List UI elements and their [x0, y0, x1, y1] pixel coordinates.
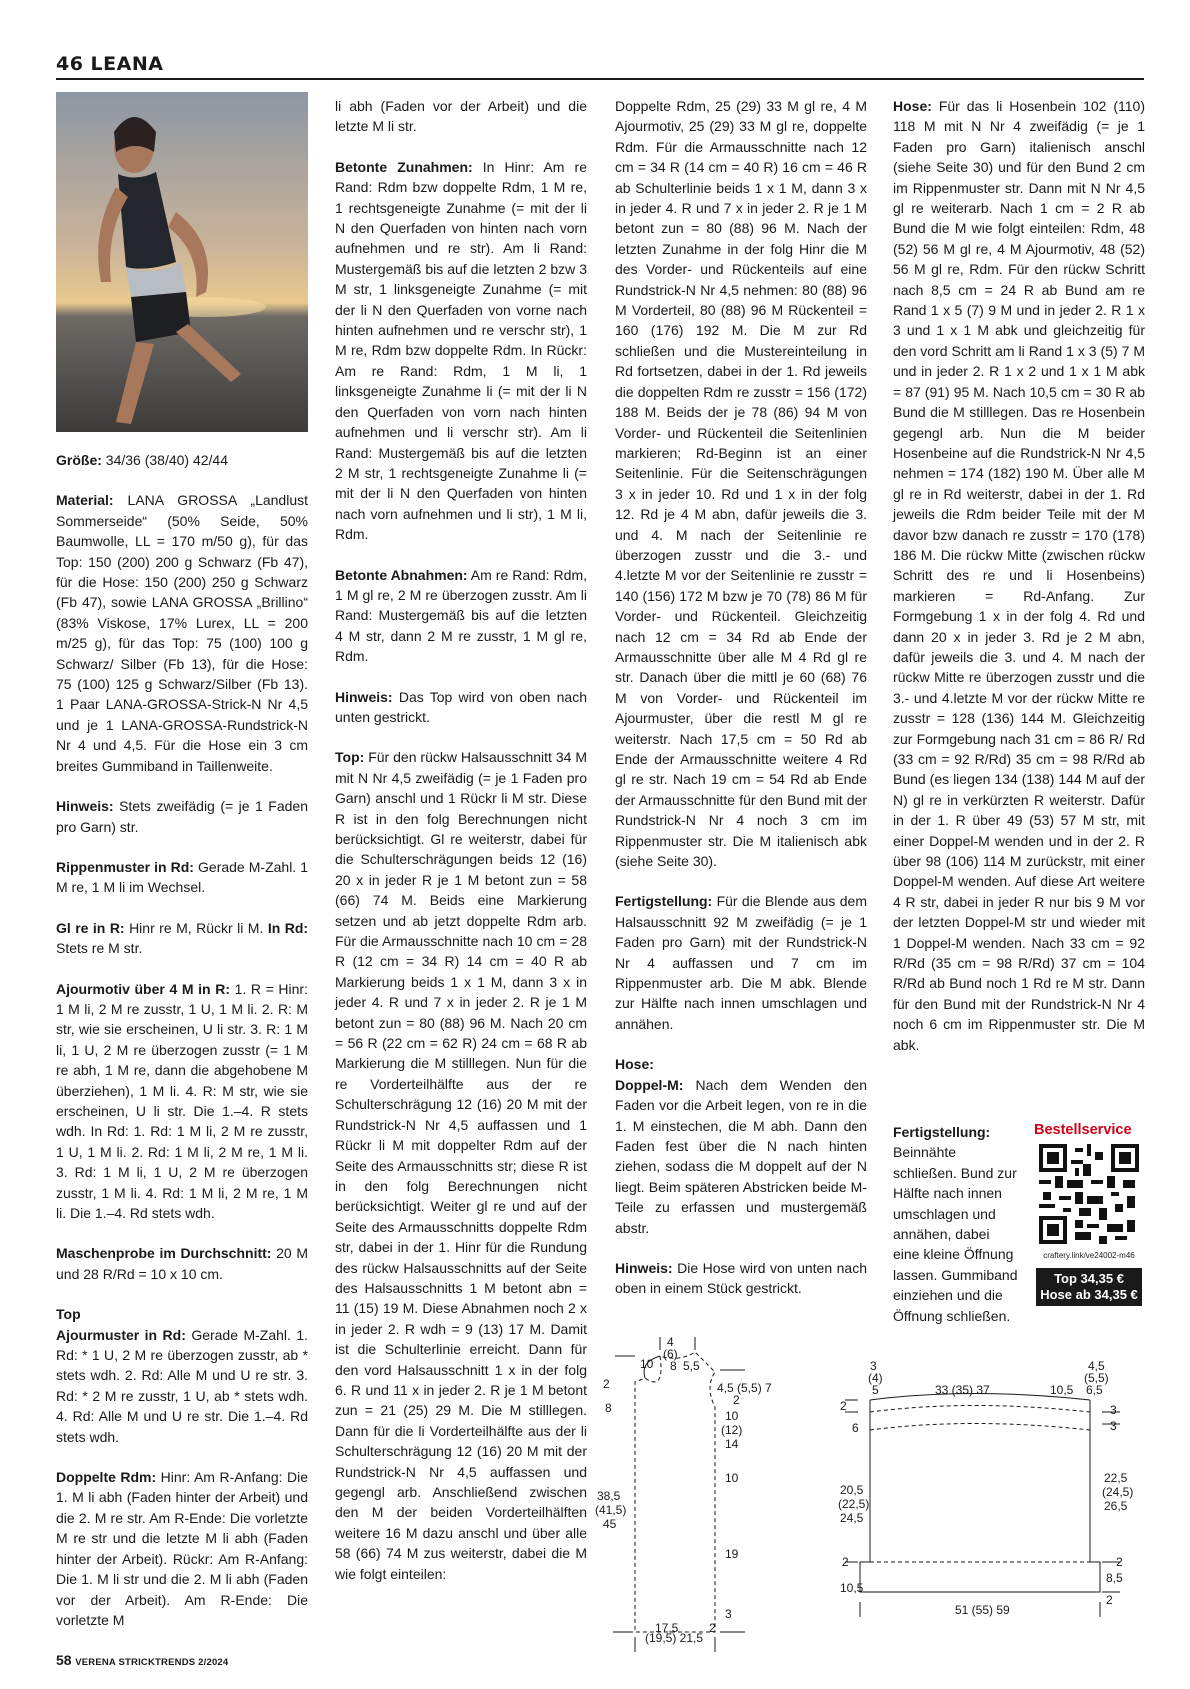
- dim-label: 2: [709, 1621, 716, 1635]
- dim-label: 6: [852, 1421, 859, 1435]
- dim-label: 10: [640, 1357, 654, 1371]
- dim-label: 10: [725, 1471, 739, 1485]
- column-3: [615, 96, 867, 1319]
- dim-label: 4,5: [1088, 1359, 1105, 1373]
- dim-label: 8,5: [1106, 1571, 1123, 1585]
- betonte-zunahmen: Betonte Zunahmen: In Hinr: Am re Rand: Rdm bzw doppelte Rdm, 1 M re, 1 rechtsgeneigte Zunahme (= mit der li N den Querfaden von hinten nach vorn aufnehmen und re str). Am li Rand: Mustergemäß bis auf die letzten 2 bzw 3 M str, 1 linksgeneigte Zunahme (= mit der li N den Querfaden von vorne nach hinten aufnehmen und re verschr str), 1 M re, Rdm bzw doppelte Rdm. In Rückr: Am re Rand: Rdm, 1 M li, 1 linksgeneigte Zunahme li (= mit der li N den Querfaden von vorn nach hinten aufnehmen und li verschr str). Am li Rand: Mustergemäß bis auf die letzten 2 M str, 1 rechtsgeneigte Zunahme li (= mit der li N den Querfaden von hinten nach vorn aufnehmen und li str), 1 M li, Rdm.: [335, 158, 587, 543]
- dim-label: 38,5: [597, 1489, 621, 1503]
- dim-label: 10,5: [840, 1581, 864, 1595]
- qr-code-icon[interactable]: [1039, 1144, 1139, 1244]
- top-instructions: Top: Für den rückw Halsausschnitt 34 M mit N Nr 4,5 zweifädig (= je 1 Faden pro Garn) anschl und 1 Rückr li M str. Diese R ist in den folg Berechnungen nicht berücksichtigt. Gl re weiterstr, dabei für die Schulterschrägungen beids 12 (16) 20 x in jeder R je 1 M betont zun = 58 (66) 74 M. Beids eine Markierung setzen und ab jetzt doppelte Rdm arb. Für die Armausschnitte nach 10 cm = 28 R (12 cm = 34 R) 14 cm = 40 R ab Markierung beids 1 x 1 M, dann 3 x in jeder 4. R und 7 x in jeder 2. R je 1 M betont zun = 80 (88) 96 M. Nach 20 cm = 56 R (22 cm = 62 R) 24 cm = 68 R ab Markierung die M stilllegen. Nun für die re Vorderteilhälfte aus der re Schulterschrägung 12 (16) 20 M mit der Rundstrick-N Nr 4,5 auffassen und 1 Rückr li M mit doppelter Rdm auf der Seite des Armausschnitts str; diese R ist in den folg Berechnungen nicht berücksichtigt. Weiter gl re und auf der Seite des Armausschnitts doppelte Rdm str, dabei in der 1. Hinr für die Rundung des rückw Halsausschnitts auf der Seite des Halsausschnitts 1 M betont abn = 11 (15) 19 M. Diese Abnahmen noch 2 x in jeder 2. R wdh = 9 (13) 17 M. Damit ist die Schulterlinie erreicht. Dann für den vord Halsausschnitt 1 x in der folg 6. R und 11 x in jeder 2. R je 1 M betont zun = 21 (25) 29 M. Die M stilllegen. Dann für die li Vorderteilhälfte aus der li Schulterschrägung 12 (16) 20 M mit der Rundstrick-N Nr 4,5 auffassen und gegengl arb. Anschließend zwischen den M der beiden Vorderteilhälften weitere 16 M dazu anschl und über alle 58 (66) 74 M zus weiterstr, dabei die M wie folgt einteilen:: [335, 749, 587, 1582]
- bestellservice-title: Bestellservice: [1034, 1122, 1132, 1138]
- dim-label: (6): [663, 1347, 678, 1361]
- hose-instructions: Hose: Für das li Hosenbein 102 (110) 118 M mit N Nr 4 zweifädig (= je 1 Faden pro Garn) italienisch anschl (siehe Seite 30) und für den Bund 2 cm im Rippenmuster str. Dann mit N Nr 4,5 gl re weiterarb. Nach 1 cm = 2 R ab Bund die M wie folgt einteilen: Rdm, 48 (52) 56 M gl re, 4 M Ajourmotiv, 48 (52) 56 M gl re, Rdm. Für den rückw Schritt nach 8,5 cm = 24 R ab Bund am re Rand 1 x 5 (7) 9 M und in jeder 2. R 1 x 3 und 1 x 1 M abk und gleichzeitig für den vord Schritt am li Rand 1 x 3 (5) 7 M und in jeder 2. R 1 x 2 und 1 x 1 M abk = 87 (91) 95 M. Nach 10,5 cm = 30 R ab Bund die M stilllegen. Das re Hosenbein gegengl arb. Nun die M beider Hosenbeine auf die Rundstrick-N Nr 4,5 nehmen = 174 (182) 190 M. Über alle M gl re in Rd weiterstr, dabei in der 1. Rd jeweils die Rdm beider Teile mit der M davor bzw danach re zusstr = 170 (178) 186 M. Die rückw Mitte (zwischen rückw Schritt des re und li Hosenbeins) markieren = Rd-Anfang. Zur Formgebung 1 x in der folg 4. Rd und dann 20 x in jeder 3. Rd je 2 M abn, dafür jeweils die 3. und 4. M nach der rückw Mitte re überzogen zusstr und die 3.- und 4.letzte M vor der rückw Mitte re zusstr = 128 (136) 144 M. Gleichzeitig zur Formgebung nach 31 cm = 86 R/ Rd (33 cm = 92 R/Rd) 35 cm = 98 R/Rd ab Bund (es liegen 134 (138) 144 M auf der N) gl re in verkürzten R weiterstr. Dafür in der 1. R über 49 (53) 57 M str, mit einer Doppel-M wenden und in der 2. R über 98 (106) 114 M zurückstr, mit einer Doppel-M wenden. Auf diese Art weitere 4 R str, dabei in jeder R nur bis 9 M vor der letzten Doppel-M str und wieder mit 1 Doppel-M wenden. Nach 33 cm = 92 R/Rd (35 cm = 98 R/Rd) 37 cm = 104 R/Rd ab Bund noch 1 Rd re M str. Dann für den Bund mit der Rundstrick-N Nr 4 noch 6 cm im Rippenmuster str. Die M abk.: [893, 98, 1146, 1053]
- dim-label: (5,5): [1084, 1371, 1109, 1385]
- dim-label: 8: [670, 1359, 677, 1373]
- model-photo: [56, 92, 308, 432]
- dim-label: (24,5): [1102, 1485, 1134, 1499]
- dim-label: 8: [605, 1401, 612, 1415]
- magazine-name: VERENA STRICKTRENDS 2/2024: [75, 1657, 229, 1668]
- dim-label: 51 (55) 59: [955, 1603, 1010, 1617]
- top-schematic: [595, 1332, 855, 1645]
- page-footer: [56, 1652, 228, 1668]
- dim-label: 10,5: [1050, 1383, 1074, 1397]
- dim-label: (41,5): [595, 1503, 627, 1517]
- dim-label: 3: [1110, 1403, 1117, 1417]
- dim-label: 6,5: [1086, 1383, 1103, 1397]
- dim-label: 2: [1106, 1593, 1113, 1607]
- column-1: [56, 450, 308, 1650]
- dim-label: 4,5 (5,5) 7: [717, 1381, 772, 1395]
- column-2: [335, 96, 587, 1604]
- hinweis-1: Hinweis: Stets zweifädig (= je 1 Faden pro Garn) str.: [56, 798, 309, 835]
- rippenmuster: Rippenmuster in Rd: Gerade M-Zahl. 1 M re, 1 M li im Wechsel.: [56, 858, 309, 896]
- size-info: Größe: 34/36 (38/40) 42/44: [56, 452, 228, 468]
- dim-label: 2: [842, 1555, 849, 1569]
- dim-label: 5: [872, 1383, 879, 1397]
- dim-label: 2: [603, 1377, 610, 1391]
- intro-text: li abh (Faden vor der Arbeit) und die letzte M li str.: [335, 98, 587, 135]
- fertigstellung-top: Fertigstellung: Für die Blende aus dem Halsausschnitt 92 M zweifädig (= je 1 Faden pro Garn) mit der Rundstrick-N Nr 4 auffassen und 7 cm im Rippenmuster arb. Die M abk. Blende zur Hälfte nach innen umschlagen und annähen.: [615, 893, 868, 1032]
- material-info: Material: LANA GROSSA „Landlust Sommerseide“ (50% Seide, 50% Baumwolle, LL = 170 m/50 g), für das Top: 150 (200) 200 g Schwarz (Fb 47), für die Hose: 150 (200) 250 g Schwarz (Fb 47), sowie LANA GROSSA „Brillino“ (83% Viskose, 17% Lurex, LL = 200 m/25 g), für das Top: 75 (100) 100 g Schwarz/ Silber (Fb 13), für die Hose: 75 (100) 125 g Schwarz/Silber (Fb 13). 1 Paar LANA-GROSSA-Strick-N Nr 4,5 und je 1 LANA-GROSSA-Rundstrick-N Nr 4 und 4,5. Für die Hose ein 3 cm breites Gummiband in Taillenweite.: [56, 492, 308, 774]
- dim-label: 5,5: [683, 1359, 700, 1373]
- dim-label: (22,5): [838, 1497, 870, 1511]
- dim-label: 3: [725, 1607, 732, 1621]
- dim-label: 17,5: [655, 1621, 679, 1635]
- dim-label: 2: [840, 1399, 847, 1413]
- dim-label: (12): [721, 1423, 743, 1437]
- page-number: 58: [56, 1652, 72, 1668]
- price-hose: Hose ab 34,35 €: [1040, 1287, 1138, 1302]
- dim-label: 19: [725, 1547, 739, 1561]
- dim-label: 4: [667, 1335, 674, 1349]
- hose-heading: Hose:: [615, 1056, 654, 1073]
- dim-label: (19,5) 21,5: [645, 1631, 704, 1645]
- dim-label: 26,5: [1104, 1499, 1128, 1513]
- dim-label: 22,5: [1104, 1471, 1128, 1485]
- fertigstellung-hose: Fertigstellung: Beinnähte schließen. Bund zur Hälfte nach innen umschlagen und annähen, dabei eine kleine Öffnung lassen. Gummiband einziehen und die Öffnung schließen.: [893, 1124, 1018, 1324]
- ajourmotiv: Ajourmotiv über 4 M in R: 1. R = Hinr: 1 M li, 2 M re zusstr, 1 U, 1 M li. 2. R: M str, wie sie erscheinen, U li str. 3. R: 1 M li, 1 U, 2 M re überzogen zusstr (= 1 M re abh, 1 M re, dann die abgehobene M überziehen), 1 M li. 4. R: M str, wie sie erscheinen, U li str. Die 1.–4. R stets wdh. In Rd: 1. Rd: 1 M li, 2 M re zusstr, 1 U, 1 M li. 2. Rd: 1 M li, 2 M re, 1 M li. 3. Rd: 1 M li, 1 U, 2 M re überzogen zusstr, 1 M li. 4. Rd: 1 M li, 2 M re, 1 M li. Die 1.–4. Rd stets wdh.: [56, 980, 308, 1221]
- ajourmuster: Ajourmuster in Rd: Gerade M-Zahl. 1. Rd: * 1 U, 2 M re überzogen zusstr, ab * stets wdh. 2. Rd: Alle M und U re str. 3. Rd: * 2 M re zusstr, 1 U, ab * stets wdh. 4. Rd: Alle M und U re str. Die 1.–4. Rd stets wdh.: [56, 1326, 308, 1445]
- maschenprobe: Maschenprobe im Durchschnitt: 20 M und 28 R/Rd = 10 x 10 cm.: [56, 1245, 308, 1282]
- doppel-m: Doppel-M: Nach dem Wenden den Faden vor die Arbeit legen, von re in die 1. M einstechen, die M abh. Dann den Faden fest über die N nach hinten ziehen, sodass die M doppelt auf der N liegt. Beim späteren Abstricken beide M-Teile zu erfassen und mustergemäß abstr.: [615, 1076, 868, 1236]
- order-url[interactable]: craftery.link/ve24002-m46: [1043, 1251, 1135, 1260]
- dim-label: 3: [1110, 1419, 1117, 1433]
- dim-label: 14: [725, 1437, 739, 1451]
- hose-schematic: [838, 1359, 1144, 1642]
- dim-label: 10: [725, 1409, 739, 1423]
- bestellservice: [1034, 1122, 1144, 1306]
- hinweis-2: Hinweis: Das Top wird von oben nach unten gestrickt.: [335, 688, 587, 725]
- dim-label: (4): [868, 1371, 883, 1385]
- dim-label: 2: [1116, 1555, 1123, 1569]
- top-continued: Doppelte Rdm, 25 (29) 33 M gl re, 4 M Ajourmotiv, 25 (29) 33 M gl re, doppelte Rdm. Für die Armausschnitte nach 12 cm = 34 R (14 cm = 40 R) 16 cm = 46 R ab Schulterlinie beids 1 x 1 M, dann 3 x in jeder 4. R und 7 x in jeder 2. R je 1 M betont zun = 80 (88) 96 M. Nach der letzten Zunahme in der folg Hinr die M des Vorder- und Rückenteils auf eine Rundstrick-N Nr 4,5 nehmen: 80 (88) 96 M Vorderteil, 80 (88) 96 M Rückenteil = 160 (176) 192 M. Die M zur Rd schließen und die Mustereinteilung in Rd fortsetzen, dabei in der 1. Rd jeweils die doppelten Rdm re zusstr = 156 (172) 188 M. Beids der je 78 (86) 94 M von Vorder- und Rückenteil die Seitenlinien markieren; Rd-Beginn ist an einer Seitenlinie. Für die Seitenschrägungen 3 x in jeder 10. Rd und 1 x in der folg 12. Rd je 4 M abn, dafür jeweils die 3. und 4. M nach der Seitenlinie re überzogen zusstr und die 3.- und 4.letzte M vor der Seitenlinie re zusstr = 140 (156) 172 M bzw je 70 (78) 86 M für Vorder- und Rückenteil. Gleichzeitig nach 12 cm = 34 Rd ab Ende der Armausschnitte über alle M 4 Rd gl re str. Danach über die mittl je 60 (68) 76 M von Vorder- und Rückenteil im Ajourmuster, über die restl M gl re weiterstr. Nach 17,5 cm = 50 Rd ab Ende der Armausschnitte weitere 4 Rd gl re str. Nach 19 cm = 54 Rd ab Ende der Armausschnitte für den Bund mit der Rundstrick-N Nr 4 noch 3 cm im Rippenmuster str. Die M italienisch abk (siehe Seite 30).: [615, 98, 867, 870]
- dim-label: 20,5: [840, 1483, 864, 1497]
- pattern-title: 46 LEANA: [56, 53, 164, 75]
- dim-label: 24,5: [840, 1511, 864, 1525]
- top-heading: Top: [56, 1306, 81, 1323]
- dim-label: 45: [603, 1517, 617, 1531]
- gl-re: Gl re in R: Hinr re M, Rückr li M. In Rd: Stets re M str.: [56, 919, 309, 957]
- dim-label: 3: [870, 1359, 877, 1373]
- dim-label: 33 (35) 37: [935, 1383, 990, 1397]
- page-header: [56, 54, 1144, 80]
- column-4: [893, 96, 1145, 1075]
- price-top: Top 34,35 €: [1054, 1271, 1124, 1286]
- hinweis-3: Hinweis: Die Hose wird von unten nach oben in einem Stück gestrickt.: [615, 1259, 867, 1297]
- dim-label: 2: [733, 1393, 740, 1407]
- betonte-abnahmen: Betonte Abnahmen: Am re Rand: Rdm, 1 M gl re, 2 M re überzogen zusstr. Am li Rand: Mustergemäß bis auf die letzten 4 M str, dann 2 M re zusstr, 1 M gl re, Rdm.: [335, 566, 587, 665]
- doppelte-rdm: Doppelte Rdm: Hinr: Am R-Anfang: Die 1. M li abh (Faden hinter der Arbeit) und die 2. M re str. Am R-Ende: Die vorletzte M re str und die letzte M li abh (Faden hinter der Arbeit). Rückr: Am R-Anfang: Die 1. M li str und die 2. M li abh (Faden vor der Arbeit). Am R-Ende: Die vorletzte M: [56, 1469, 308, 1628]
- price-badge: [1036, 1268, 1142, 1306]
